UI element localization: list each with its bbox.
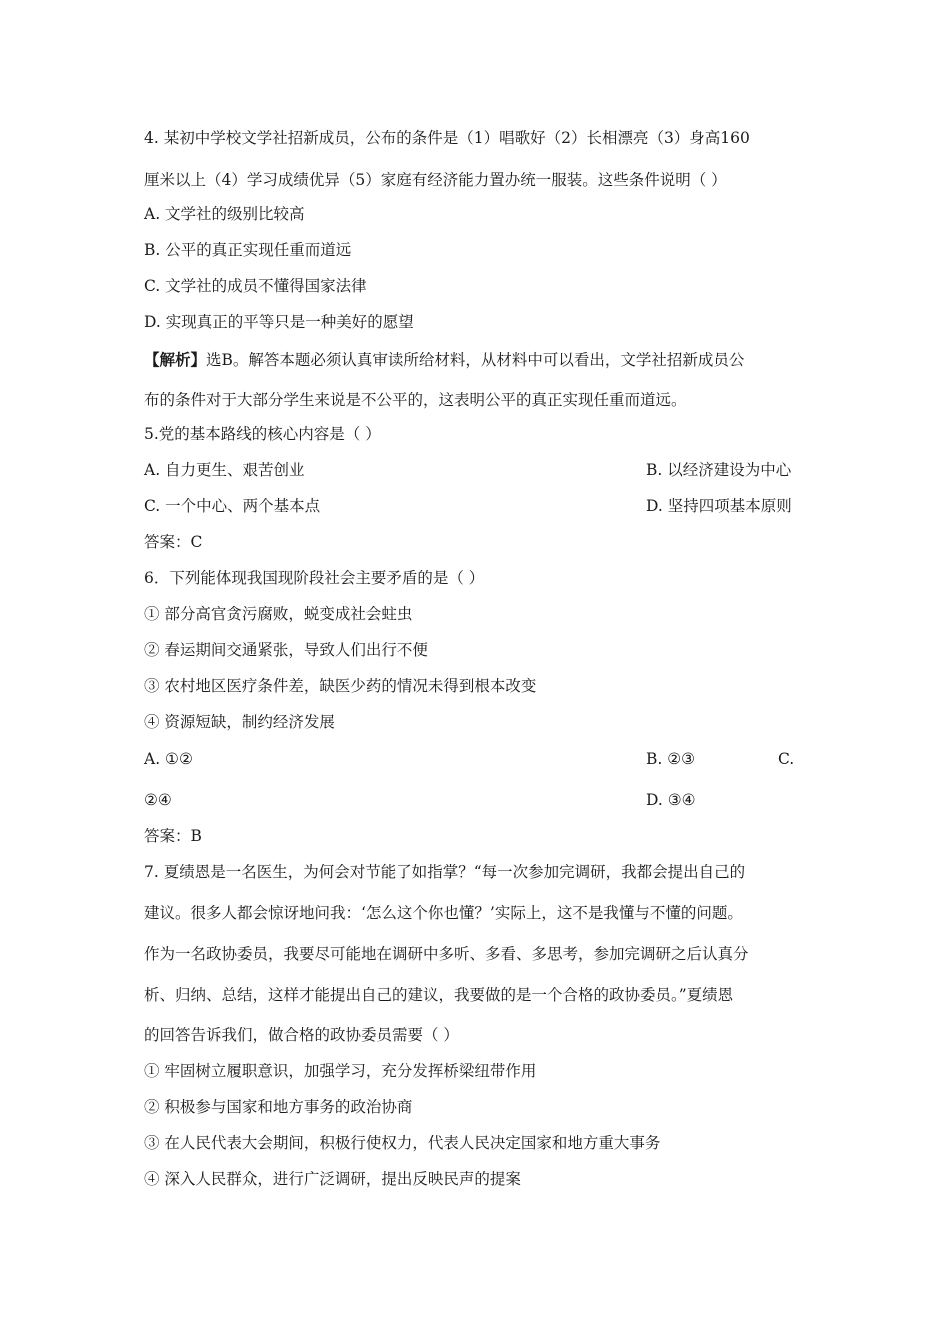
q7-stem-line5: 的回答告诉我们，做合格的政协委员需要（ ） [144, 1026, 459, 1044]
q5-option-b: B. 以经济建设为中心 [646, 461, 792, 479]
q7-item-3: ③ 在人民代表大会期间，积极行使权力，代表人民决定国家和地方重大事务 [144, 1134, 661, 1152]
q7-item-4: ④ 深入人民群众，进行广泛调研，提出反映民声的提案 [144, 1170, 521, 1188]
q7-stem-line3: 作为一名政协委员，我要尽可能地在调研中多听、多看、多思考，参加完调研之后认真分 [144, 945, 749, 963]
q7-item-2: ② 积极参与国家和地方事务的政治协商 [144, 1098, 413, 1116]
q6-option-d: D. ③④ [646, 791, 696, 809]
q7-stem-line2: 建议。很多人都会惊讶地问我：‘怎么这个你也懂？’实际上，这不是我懂与不懂的问题。 [144, 904, 743, 922]
q5-option-c: C. 一个中心、两个基本点 [144, 497, 321, 515]
q4-option-d: D. 实现真正的平等只是一种美好的愿望 [144, 313, 414, 331]
q5-option-a: A. 自力更生、艰苦创业 [144, 461, 305, 479]
q4-stem-line1: 4. 某初中学校文学社招新成员，公布的条件是（1）唱歌好（2）长相漂亮（3）身高160 [144, 129, 750, 147]
q6-option-c: C. [778, 750, 795, 768]
q6-stem: 6．下列能体现我国现阶段社会主要矛盾的是（ ） [144, 569, 485, 587]
q4-analysis-line1 [144, 350, 744, 370]
q4-analysis-line2: 布的条件对于大部分学生来说是不公平的，这表明公平的真正实现任重而道远。 [144, 391, 687, 409]
q7-stem-line1: 7. 夏绩恩是一名医生，为何会对节能了如指掌？“每一次参加完调研，我都会提出自己的 [144, 863, 746, 881]
q6-item-1: ① 部分高官贪污腐败，蜕变成社会蛀虫 [144, 605, 413, 623]
q4-option-a: A. 文学社的级别比较高 [144, 205, 305, 223]
q6-item-2: ② 春运期间交通紧张，导致人们出行不便 [144, 641, 428, 659]
q6-item-3: ③ 农村地区医疗条件差，缺医少药的情况未得到根本改变 [144, 677, 537, 695]
analysis-text: 选B。解答本题必须认真审读所给材料，从材料中可以看出，文学社招新成员公 [206, 351, 745, 369]
q7-item-1: ① 牢固树立履职意识，加强学习，充分发挥桥梁纽带作用 [144, 1062, 537, 1080]
q6-item-4: ④ 资源短缺，制约经济发展 [144, 713, 335, 731]
q5-option-d: D. 坚持四项基本原则 [646, 497, 792, 515]
q6-option-b: B. ②③ [646, 750, 696, 768]
q4-option-c: C. 文学社的成员不懂得国家法律 [144, 277, 367, 295]
q6-option-a: A. ①② [144, 750, 193, 768]
q6-option-c-cont: ②④ [144, 791, 172, 809]
q4-stem-line2: 厘米以上（4）学习成绩优异（5）家庭有经济能力置办统一服装。这些条件说明（ ） [144, 171, 727, 189]
q5-answer: 答案：C [144, 533, 203, 551]
q4-option-b: B. 公平的真正实现任重而道远 [144, 241, 352, 259]
q7-stem-line4: 析、归纳、总结，这样才能提出自己的建议，我要做的是一个合格的政协委员。”夏绩恩 [144, 986, 734, 1004]
q6-answer: 答案：B [144, 827, 202, 845]
q5-stem: 5.党的基本路线的核心内容是（ ） [144, 425, 381, 443]
analysis-label: 【解析】 [144, 350, 207, 369]
